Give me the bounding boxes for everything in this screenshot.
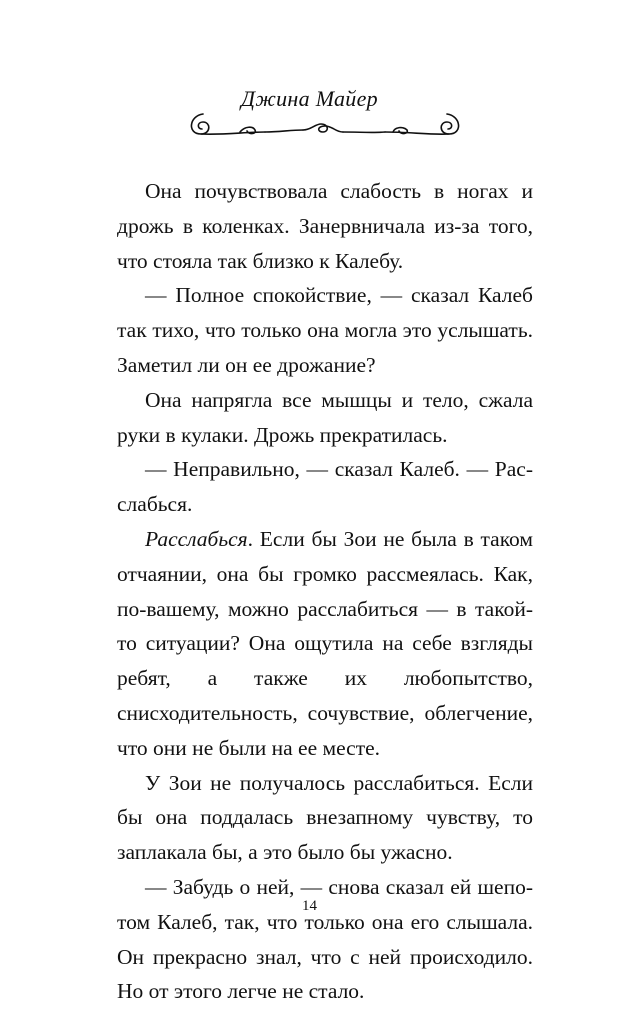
paragraph: Она почувствовала слабость в ногах и дрожь в коленках. Занервничала из-за того, что стояла так близко к Калебу. (117, 179, 533, 273)
paragraph: У Зои не получалось расслабиться. Если бы она поддалась внезапному чувству, то заплакала бы, а это было бы ужасно. (117, 770, 533, 865)
paragraph (117, 522, 533, 766)
page-number: 14 (302, 898, 317, 914)
body-text (117, 174, 533, 1009)
paragraph: — Полное спокойствие, — сказал Калеб так тихо, что только она могла это услышать. Заметил ли он ее дрожание? (117, 283, 533, 377)
italic-word: Расслабься (145, 526, 248, 551)
paragraph: — Забудь о ней, — снова сказал ей шепотом Калеб, так, что только она его слышала. Он прекрасно знал, что с ней происходило. Но от этого легче не стало. (117, 874, 533, 1004)
paragraph: — Неправильно, — сказал Калеб. — Расслабься. (117, 457, 533, 517)
author-name: Джина Майер (241, 86, 378, 111)
flourish-ornament-icon (185, 108, 465, 142)
paragraph-rest: . Если бы Зои не была в таком отчаянии, она бы громко рассмеялась. Как, по-вашему, можно расслабиться — в такой-то ситуации? Она ощутила на себе взгляды ребят, а также их любопытство, снисходительность, сочувствие, облегчение, что они не были на ее месте. (117, 526, 533, 760)
paragraph: Она напрягла все мышцы и тело, сжала руки в кулаки. Дрожь прекратилась. (117, 387, 533, 447)
